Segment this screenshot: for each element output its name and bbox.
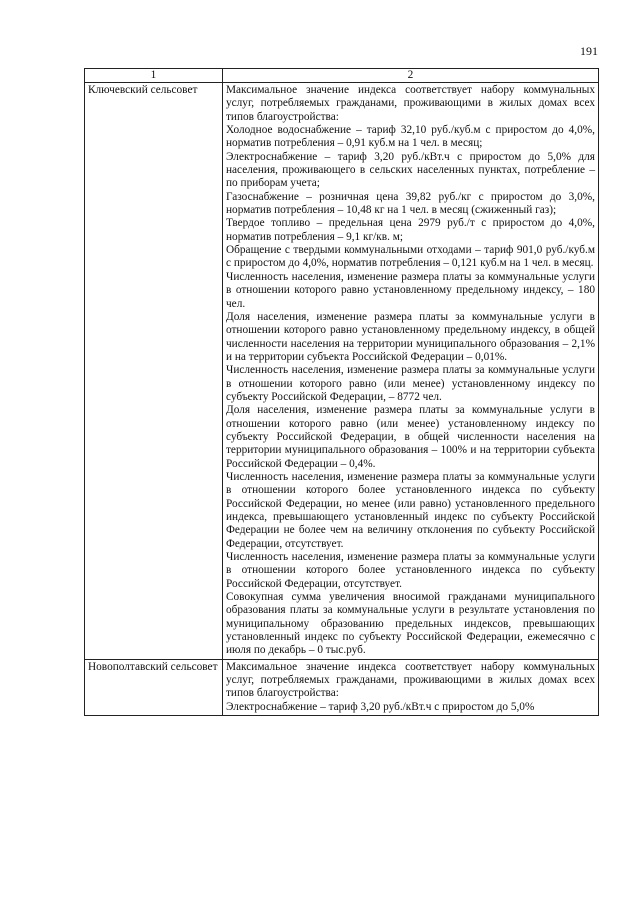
paragraph: Газоснабжение – розничная цена 39,82 руб./кг с приростом до 3,0%, норматив потребления – 10,48 кг на 1 чел. в месяц (сжиженный газ); [226,190,595,217]
paragraph: Максимальное значение индекса соответствует набору коммунальных услуг, потребляемых гражданами, проживающими в жилых домах всех типов благоустройства: [226,660,595,700]
paragraph: Численность населения, изменение размера платы за коммунальные услуги в отношении которого более установленного индекса по субъекту Российской Федерации, но менее (или равно) установленного предельного индекса, превышающего установленный индекс по субъекту Российской Федерации не более чем на величину отклонения по субъекту Российской Федерации, отсутствует. [226,470,595,550]
paragraph: Электроснабжение – тариф 3,20 руб./кВт.ч с приростом до 5,0% [226,700,535,713]
municipality-description [223,83,599,660]
table-row-novopoltavsky [85,659,599,715]
municipality-name: Новополтавский сельсовет [85,659,223,715]
paragraph: Холодное водоснабжение – тариф 32,10 руб./куб.м с приростом до 4,0%, норматив потребления – 0,91 куб.м на 1 чел. в месяц; [226,124,595,150]
paragraph: Численность населения, изменение размера платы за коммунальные услуги в отношении которого равно установленному предельному индексу, – 180 чел. [226,270,595,310]
paragraph: Доля населения, изменение размера платы за коммунальные услуги в отношении которого равно (или менее) установленному индексу по субъекту Российской Федерации, в общей численности населения на территории муниципального образования – 100% и на территории субъекта Российской Федерации – 0,4%. [226,404,595,470]
paragraph: Доля населения, изменение размера платы за коммунальные услуги в отношении которого равно установленному предельному индексу, в общей численности населения на территории муниципального образования – 2,1% и на территории субъекта Российской Федерации – 0,01%. [226,310,595,363]
municipality-name: Ключевский сельсовет [85,83,223,660]
paragraph: Совокупная сумма увеличения вносимой гражданами муниципального образования платы за коммунальные услуги в результате установления по муниципальному образованию предельных индексов, превышающих установленный индекс по субъекту Российской Федерации, ежемесячно с июля по декабрь – 0 тыс.руб. [226,591,595,657]
column-header-2: 2 [223,69,599,83]
paragraph: Обращение с твердыми коммунальными отходами – тариф 901,0 руб./куб.м с приростом до 4,0%, норматив потребления – 0,121 куб.м на 1 чел. в месяц. [226,244,595,270]
column-header-1: 1 [85,69,223,83]
table-row-klyuchevsky [85,83,599,660]
paragraph: Твердое топливо – предельная цена 2979 руб./т с приростом до 4,0%, норматив потребления – 9,1 кг/кв. м; [226,217,595,243]
paragraph: Численность населения, изменение размера платы за коммунальные услуги в отношении которого равно (или менее) установленному индексу по субъекту Российской Федерации, – 8772 чел. [226,364,595,403]
municipality-description [223,659,599,715]
page-number: 191 [580,44,598,58]
paragraph: Электроснабжение – тариф 3,20 руб./кВт.ч с приростом до 5,0% для населения, проживающего в сельских населенных пунктах, потребление – по приборам учета; [226,150,595,190]
paragraph: Численность населения, изменение размера платы за коммунальные услуги в отношении которого более установленного индекса по субъекту Российской Федерации, отсутствует. [226,551,595,590]
municipal-index-table [84,68,599,716]
paragraph: Максимальное значение индекса соответствует набору коммунальных услуг, потребляемых гражданами, проживающими в жилых домах всех типов благоустройства: [226,84,595,123]
table-header-row [85,69,599,83]
